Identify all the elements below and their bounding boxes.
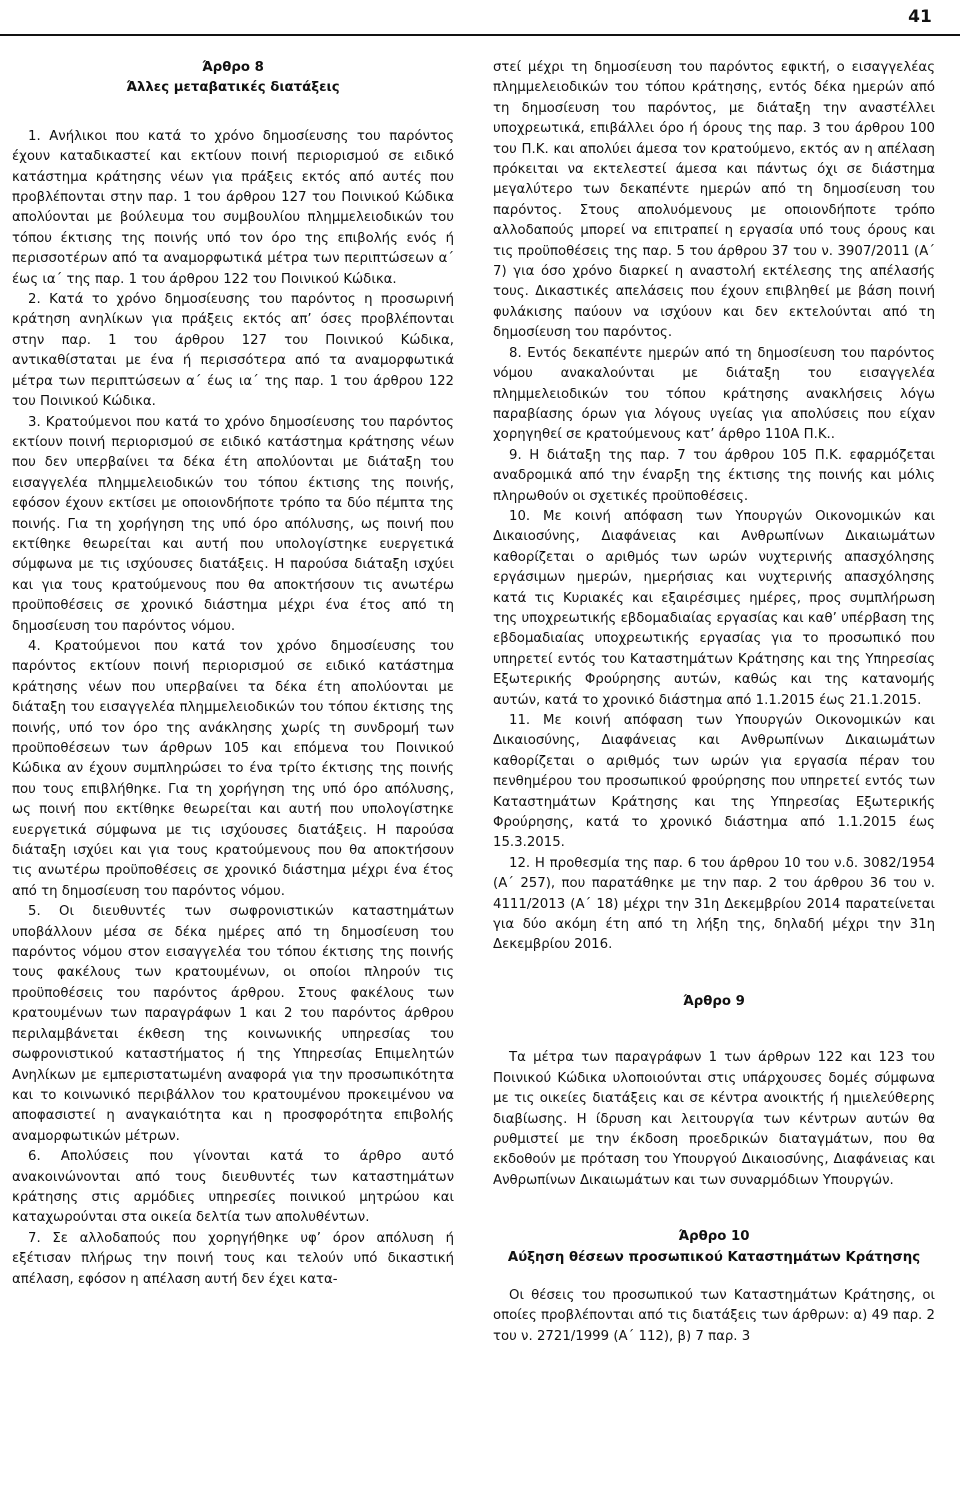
- paragraph: Τα μέτρα των παραγράφων 1 των άρθρων 122 και 123 του Ποινικού Κώδικα υλοποιούνται στις υπάρχουσες δομές σύμφωνα με τις οικείες διατάξεις και σε κέντρα ανοικτής ή ημιελεύθερης διαβίωσης. Η ίδρυση και λειτουργία των κέντρων αυτών θα ρυθμιστεί με την έκδοση προεδρικών διαταγμάτων, που θα εκδοθούν με πρόταση του Υπουργού Δικαιοσύνης, Διαφάνειας και Ανθρωπίνων Δικαιωμάτων και των συναρμόδιων Υπουργών.: [493, 1050, 935, 1188]
- article-10-title: Άρθρο 10: [678, 1229, 750, 1245]
- header-rule: [0, 34, 960, 36]
- paragraph: 12. Η προθεσμία της παρ. 6 του άρθρου 10 του ν.δ. 3082/1954 (Α΄ 257), που παρατάθηκε με την παρ. 2 του άρθρου 36 του ν. 4111/2013 (Α΄ 18) μέχρι την 31η Δεκεμβρίου 2014 παρατείνεται για δύο ακόμη έτη από τη λήξη της, δηλαδή μέχρι την 31η Δεκεμβρίου 2016.: [493, 855, 935, 953]
- spacer: [493, 1191, 935, 1227]
- paragraph: 5. Οι διευθυντές των σωφρονιστικών καταστημάτων υποβάλλουν μέσα σε δέκα ημέρες από τη δημοσίευση του παρόντος νόμου στον εισαγγελέα του τόπου έκτισης της ποινής τους φακέλους των κρατουμένων, οι οποίοι πληρούν τις προϋποθέσεις του παρόντος άρθρου. Στους φακέλους των κρατουμένων των παραγράφων 1 και 2 του παρόντος άρθρου περιλαμβάνεται έκθεση της κοινωνικής υπηρεσίας του σωφρονιστικού καταστήματος ή της Υπηρεσίας Επιμελητών Ανηλίκων με εμπεριστατωμένη αναφορά για την προσωπικότητα και το κοινωνικό περιβάλλον του κρατουμένου προκειμένου να αποφασιστεί η αναγκαιότητα και η προσφορότητα επιβολής αναμορφωτικών μέτρων.: [12, 904, 454, 1144]
- article-10-subtitle: Αύξηση θέσεων προσωπικού Καταστημάτων Κράτησης: [507, 1249, 921, 1265]
- page-number: 41: [908, 7, 932, 27]
- right-column: [493, 58, 935, 1347]
- spacer: [493, 1012, 935, 1048]
- paragraph: 6. Απολύσεις που γίνονται κατά το άρθρο αυτό ανακοινώνονται από τους διευθυντές των καταστημάτων κράτησης στις αρμόδιες υπηρεσίες ποινικού μητρώου και καταχωρούνται στα οικεία δελτία των απολυθέντων.: [12, 1149, 454, 1226]
- paragraph: 3. Κρατούμενοι που κατά το χρόνο δημοσίευσης του παρόντος εκτίουν ποινή περιορισμού σε ειδικό κατάστημα κράτησης νέων που δεν υπερβαίνει τα δέκα έτη απολύονται με διάταξη του εισαγγελέα πλημμελειοδικών του τόπου έκτισης της ποινής, εφόσον έχουν εκτίσει με οποιονδήποτε τρόπο τα δύο πέμπτα της ποινής. Για τη χορήγηση της υπό όρο απόλυσης, ως ποινή που εκτίθηκε θεωρείται και αυτή που υπολογίστηκε ευεργετικά σύμφωνα με τις ισχύουσες διατάξεις. Η παρούσα διάταξη ισχύει και για τους κρατούμενους που θα αποκτήσουν τις ανωτέρω προϋποθέσεις σε χρονικό διάστημα μέχρι ένα έτος από τη δημοσίευση του παρόντος νόμου.: [12, 414, 454, 634]
- paragraph: 2. Κατά το χρόνο δημοσίευσης του παρόντος η προσωρινή κράτηση ανηλίκων για πράξεις εκτός απ’ όσες προβλέπονται στην παρ. 1 του άρθρου 127 του Ποινικού Κώδικα, αντικαθίσταται με ένα ή περισσότερα από τα αναμορφωτικά μέτρα των περιπτώσεων α΄ έως ια΄ της παρ. 1 του άρθρου 122 του Ποινικού Κώδικα.: [12, 292, 454, 410]
- paragraph: Οι θέσεις του προσωπικού των Καταστημάτων Κράτησης, οι οποίες προβλέπονται από τις διατάξεις των άρθρων: α) 49 παρ. 2 του ν. 2721/1999 (Α΄ 112), β) 7 παρ. 3: [493, 1287, 935, 1344]
- paragraph: 10. Με κοινή απόφαση των Υπουργών Οικονομικών και Δικαιοσύνης, Διαφάνειας και Ανθρωπίνων Δικαιωμάτων καθορίζεται ο αριθμός των ωρών νυχτερινής απασχόλησης εργάσιμων ημερών, ημερήσιας και νυχτερινής απασχόλησης κατά τις Κυριακές και εξαιρέσιμες ημέρες, προς συμπλήρωση της υποχρεωτικής εβδομαδιαίας εργασίας και καθ’ υπέρβαση της εβδομαδιαίας υποχρεωτικής εργασίας για το προσωπικό που υπηρετεί εντός του Καταστημάτων Κράτησης και της Υπηρεσίας Εξωτερικής Φρούρησης αυτών, καθώς και της κατανομής αυτών, κατά το χρονικό διάστημα από 1.1.2015 έως 21.1.2015.: [493, 508, 935, 708]
- paragraph: 7. Σε αλλοδαπούς που χορηγήθηκε υφ’ όρον απόλυση ή εξέτισαν πλήρως την ποινή τους και τελούν υπό δικαστική απέλαση, εφόσον η απέλαση αυτή δεν έχει κατα-: [12, 1230, 454, 1287]
- spacer: [493, 956, 935, 992]
- paragraph: 8. Εντός δεκαπέντε ημερών από τη δημοσίευση του παρόντος νόμου ανακαλούνται με διάταξη του εισαγγελέα πλημμελειοδικών του τόπου κράτησης ανακλήσεις λόγω παραβίασης όρων για λόγους υγείας για απολύσεις που είχαν χορηγηθεί σε κρατούμενους κατ’ άρθρο 110Α Π.Κ..: [493, 345, 935, 443]
- spacer: [493, 1268, 935, 1286]
- left-column: [12, 58, 454, 1290]
- article-9-title: Άρθρο 9: [683, 993, 745, 1009]
- paragraph-continuation: στεί μέχρι τη δημοσίευση του παρόντος εφικτή, ο εισαγγελέας πλημμελειοδικών του τόπου κράτησης, εντός δέκα ημερών από τη δημοσίευση του παρόντος, με διάταξη την αναστέλλει υποχρεωτικά, επιβάλλει όρο ή όρους της παρ. 3 του άρθρου 100 του Π.Κ. και απολύει άμεσα τον κρατούμενο, εκτός αν η απέλαση πρόκειται να εκτελεστεί άμεσα και πάντως όχι σε διάστημα μεγαλύτερο των δεκαπέντε ημερών από τη δημοσίευση του παρόντος. Στους απολυόμενους με οποιονδήποτε τρόπο αλλοδαπούς μπορεί να επιτραπεί η εργασία υπό τους όρους και τις προϋποθέσεις της παρ. 5 του άρθρου 37 του ν. 3907/2011 (Α΄ 7) για όσο χρόνο διαρκεί η αναστολή εκτέλεσης της απέλασής τους. Δικαστικές απελάσεις που έχουν επιβληθεί με βάση ποινή φυλάκισης παύουν να ισχύουν και δεν εκτελούνται από τη δημοσίευση του παρόντος.: [493, 60, 935, 341]
- paragraph: 9. Η διάταξη της παρ. 7 του άρθρου 105 Π.Κ. εφαρμόζεται αναδρομικά από την έναρξη της έκτισης της ποινής και μόλις πληρωθούν οι σχετικές προϋποθέσεις.: [493, 447, 935, 504]
- paragraph: 1. Ανήλικοι που κατά το χρόνο δημοσίευσης του παρόντος έχουν καταδικαστεί και εκτίουν ποινή περιορισμού σε ειδικό κατάστημα κράτησης νέων για πράξεις εκτός από αυτές που προβλέπονται στην παρ. 1 του άρθρου 127 του Ποινικού Κώδικα απολύονται με βούλευμα του συμβουλίου πλημμελειοδικών του τόπου έκτισης της ποινής υπό τον όρο της επιβολής ενός ή περισσοτέρων από τα αναμορφωτικά μέτρα των περιπτώσεων α΄ έως ια΄ της παρ. 1 του άρθρου 122 του Ποινικού Κώδικα.: [12, 128, 454, 287]
- spacer: [12, 99, 454, 127]
- article-8-subtitle: Άλλες μεταβατικές διατάξεις: [126, 80, 340, 96]
- paragraph: 11. Με κοινή απόφαση των Υπουργών Οικονομικών και Δικαιοσύνης, Διαφάνειας και Ανθρωπίνων Δικαιωμάτων καθορίζεται ο αριθμός των ωρών για εργασία πέραν του πενθημέρου του προσωπικού φρούρησης που υπηρετεί εντός των Καταστημάτων Κράτησης και της Υπηρεσίας Εξωτερικής Φρούρησης, κατά το χρονικό διάστημα από 1.1.2015 έως 15.3.2015.: [493, 713, 935, 851]
- paragraph: 4. Κρατούμενοι που κατά τον χρόνο δημοσίευσης του παρόντος εκτίουν ποινή περιορισμού σε ειδικό κατάστημα κράτησης νέων που υπερβαίνει τα δέκα έτη απολύονται με διάταξη του εισαγγελέα πλημμελειοδικών του τόπου έκτισης της ποινής, υπό τον όρο της ανάκλησης χωρίς τη συνδρομή των προϋποθέσεων των άρθρων 105 και επόμενα του Ποινικού Κώδικα αν έχουν συμπληρώσει το ένα τρίτο έκτισης της ποινής που τους επιβλήθηκε. Για τη χορήγηση της υπό όρο απόλυσης, ως ποινή που εκτίθηκε θεωρείται και αυτή που υπολογίστηκε ευεργετικά σύμφωνα με τις ισχύουσες διατάξεις. Η παρούσα διάταξη ισχύει και για τους κρατούμενους που θα αποκτήσουν τις ανωτέρω προϋποθέσεις σε χρονικό διάστημα μέχρι ένα έτος από τη δημοσίευση του παρόντος νόμου.: [12, 638, 454, 899]
- article-8-title: Άρθρο 8: [202, 60, 264, 75]
